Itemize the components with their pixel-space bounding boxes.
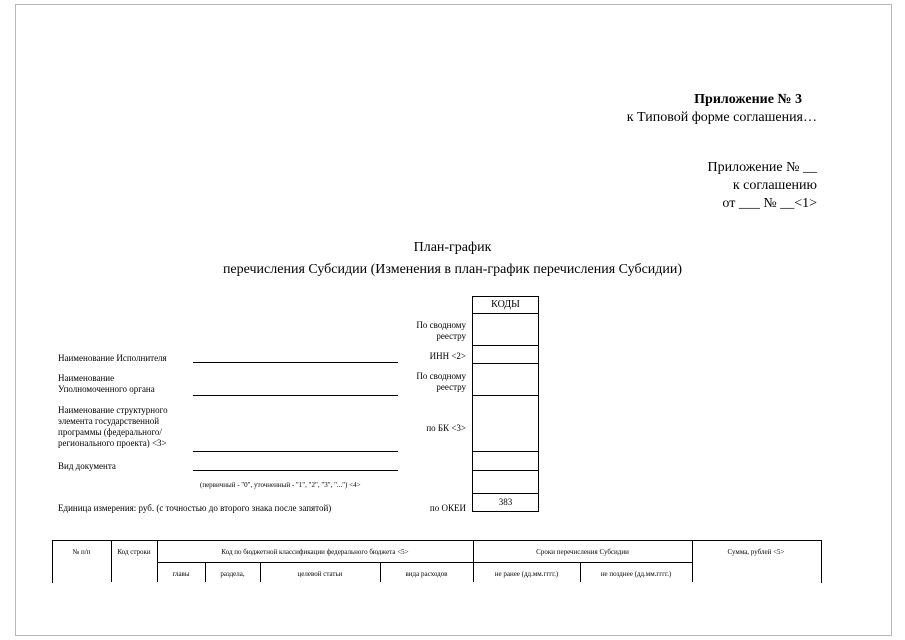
col-not-before-header: не ранее (дд.мм.гггг.) — [494, 570, 559, 578]
document-subtitle: перечисления Субсидии (Изменения в план-график перечисления Субсидии) — [222, 262, 683, 277]
col-section-header: раздела, — [220, 570, 245, 578]
table-divider — [692, 540, 693, 582]
doc-type-label: Вид документа — [58, 461, 116, 471]
col-not-after-header: не позднее (дд.мм.гггг.) — [600, 570, 672, 578]
authorized-body-label: Наименование Уполномоченного органа — [58, 373, 155, 394]
register-code-cell-1[interactable] — [472, 313, 539, 346]
document-title: План-график — [413, 240, 492, 255]
appendix-title: Приложение № 3 — [694, 92, 802, 107]
codes-header: КОДЫ — [472, 296, 539, 314]
register-label-1: По сводному реестру — [416, 320, 466, 341]
executor-field[interactable] — [193, 362, 398, 363]
structural-element-field[interactable] — [193, 451, 398, 452]
inn-label: ИНН <2> — [429, 351, 466, 361]
table-divider — [473, 562, 692, 563]
agreement-appendix-date: от ___ № __<1> — [722, 196, 817, 211]
authorized-body-field[interactable] — [193, 395, 398, 396]
col-budget-header: Код по бюджетной классификации федерального бюджета <5> — [221, 548, 409, 556]
doc-type-code-cell[interactable] — [472, 451, 539, 471]
bk-label: по БК <3> — [426, 423, 466, 433]
col-target-header: целевой статьи — [297, 570, 343, 578]
doc-type-field[interactable] — [193, 470, 398, 471]
table-divider — [111, 540, 112, 582]
col-sum-header: Сумма, рублей <5> — [727, 548, 785, 556]
register-code-cell-2[interactable] — [472, 363, 539, 396]
executor-label: Наименование Исполнителя — [58, 353, 167, 363]
doc-type-hint: (первичный - "0", уточненный - "1", "2", "3", "...") <4> — [200, 481, 361, 489]
inn-code-cell[interactable] — [472, 345, 539, 364]
unit-label: Единица измерения: руб. (с точностью до второго знака после запятой) — [58, 503, 332, 513]
bk-code-cell[interactable] — [472, 395, 539, 452]
structural-element-label: Наименование структурного элемента государственной программы (федерального/ регионального проекта) <3> — [58, 405, 168, 448]
col-chapter-header: главы — [172, 570, 190, 578]
okei-label: по ОКЕИ — [429, 503, 466, 513]
agreement-appendix-number: Приложение № __ — [707, 160, 817, 175]
okei-code-cell: 383 — [472, 493, 539, 512]
col-terms-header: Сроки перечисления Субсидии — [536, 548, 629, 556]
appendix-subtitle: к Типовой форме соглашения… — [626, 110, 817, 125]
col-number-header: № п/п — [72, 548, 91, 556]
col-code-header: Код строки — [117, 548, 151, 556]
doc-hint-code-cell[interactable] — [472, 470, 539, 494]
agreement-appendix-ref: к соглашению — [732, 178, 817, 193]
col-kind-header: вида расходов — [405, 570, 448, 578]
register-label-2: По сводному реестру — [416, 371, 466, 392]
